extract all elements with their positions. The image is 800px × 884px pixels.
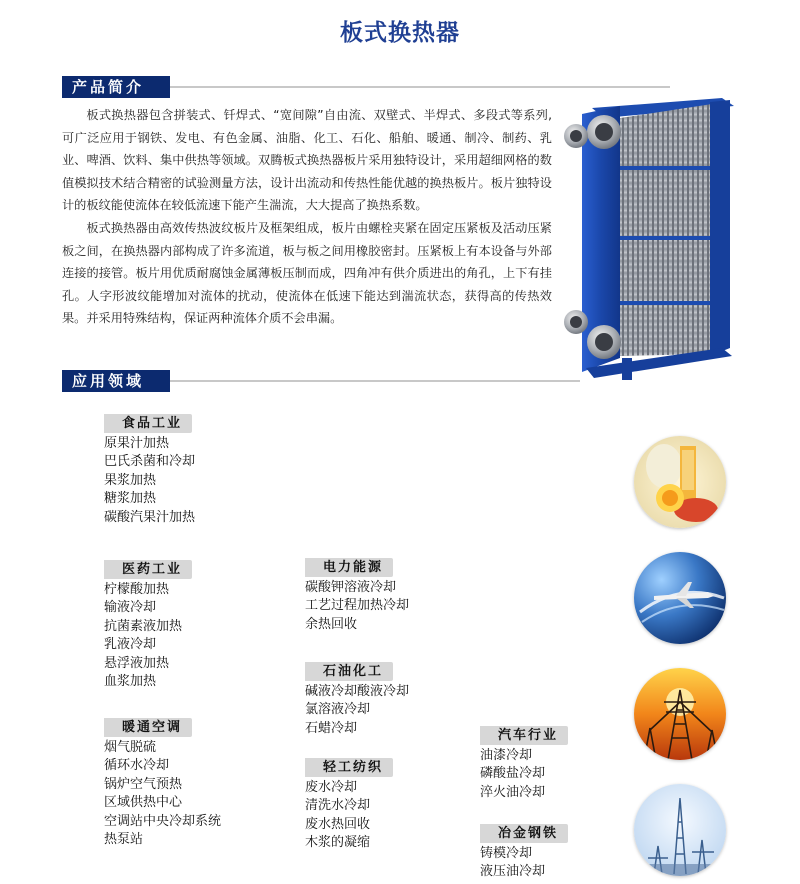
page-title: 板式换热器 bbox=[340, 20, 460, 46]
category-automotive bbox=[480, 724, 568, 802]
list-item: 铸模冷却 bbox=[480, 846, 533, 861]
applications-heading: 应用领域 bbox=[62, 370, 170, 392]
category-petrochemical bbox=[305, 660, 409, 738]
list-item: 乳液冷却 bbox=[104, 637, 157, 653]
list-item: 氯溶液冷却 bbox=[305, 702, 371, 718]
list-item: 液压油冷却 bbox=[480, 864, 546, 880]
list-item: 石蜡冷却 bbox=[305, 720, 358, 736]
category-textile bbox=[305, 756, 393, 853]
intro-heading-rule bbox=[170, 86, 670, 88]
category-label: 石油化工 bbox=[305, 662, 393, 681]
category-food bbox=[104, 412, 195, 527]
list-item: 碱液冷却酸液冷却 bbox=[305, 684, 410, 699]
list-item: 巴氏杀菌和冷却 bbox=[104, 454, 196, 470]
category-label: 医药工业 bbox=[104, 560, 192, 579]
list-item: 废水热回收 bbox=[305, 816, 371, 832]
food-circle-photo bbox=[634, 436, 726, 528]
category-label: 电力能源 bbox=[305, 558, 393, 577]
category-label: 轻工纺织 bbox=[305, 758, 393, 777]
list-item: 糖浆加热 bbox=[104, 491, 157, 507]
category-label: 食品工业 bbox=[104, 414, 192, 433]
list-item: 碳酸汽果汁加热 bbox=[104, 509, 196, 525]
list-item: 区域供热中心 bbox=[104, 795, 183, 811]
list-item: 抗菌素液加热 bbox=[104, 618, 183, 634]
list-item: 柠檬酸加热 bbox=[104, 582, 170, 597]
category-label: 冶金钢铁 bbox=[480, 824, 568, 843]
intro-paragraph-1: 板式换热器包含拼装式、钎焊式、“宽间隙”自由流、双壁式、半焊式、多段式等系列,可广泛应用于钢铁、发电、有色金属、油脂、化工、石化、船舶、暖通、制冷、制药、乳业、啤酒、饮料、集中供热等领域。双腾板式换热器板片采用独特设计，采用超细网格的数值模拟技术结合精密的试验测量方法，设计出流动和传热性能优越的换热板片。板片独特设计的板纹能使流体在较低流速下能产生湍流，大大提高了换热系数。 bbox=[62, 108, 552, 213]
category-label: 汽车行业 bbox=[480, 726, 568, 745]
list-item: 磷酸盐冷却 bbox=[480, 766, 546, 782]
intro-heading: 产品简介 bbox=[62, 76, 170, 98]
list-item: 余热回收 bbox=[305, 616, 358, 632]
category-label: 暖通空调 bbox=[104, 718, 192, 737]
list-item: 锅炉空气预热 bbox=[104, 776, 183, 792]
category-metallurgy bbox=[480, 822, 568, 882]
intro-paragraph-2: 板式换热器由高效传热波纹板片及框架组成，板片由螺栓夹紧在固定压紧板及活动压紧板之间，在换热器内部构成了许多流道，板与板之间用橡胶密封。压紧板上有本设备与外部连接的接管。板片用优质耐腐蚀金属薄板压制而成，四角冲有供介质进出的角孔，上下有挂孔。人字形波纹能增加对流体的扰动，使流体在低速下能达到湍流状态，获得高的传热效果。并采用特殊结构，保证两种流体介质不会串漏。 bbox=[62, 220, 552, 326]
category-power bbox=[305, 556, 409, 634]
list-item: 清洗水冷却 bbox=[305, 798, 371, 814]
plate-heat-exchanger-photo bbox=[562, 96, 740, 382]
power-tower-circle-photo bbox=[634, 668, 726, 760]
list-item: 工艺过程加热冷却 bbox=[305, 598, 410, 614]
list-item: 烟气脱硫 bbox=[104, 740, 157, 755]
list-item: 果浆加热 bbox=[104, 472, 157, 488]
category-hvac bbox=[104, 716, 221, 849]
list-item: 油漆冷却 bbox=[480, 748, 533, 763]
list-item: 循环水冷却 bbox=[104, 758, 170, 774]
list-item: 空调站中央冷却系统 bbox=[104, 813, 222, 829]
list-item: 淬火油冷却 bbox=[480, 784, 546, 800]
oil-rig-circle-photo bbox=[634, 784, 726, 876]
list-item: 输液冷却 bbox=[104, 600, 157, 616]
category-pharma bbox=[104, 558, 192, 691]
intro-text bbox=[62, 104, 552, 330]
list-item: 热泵站 bbox=[104, 832, 144, 848]
list-item: 血浆加热 bbox=[104, 674, 157, 690]
list-item: 木浆的凝缩 bbox=[305, 835, 371, 851]
list-item: 原果汁加热 bbox=[104, 436, 170, 451]
list-item: 废水冷却 bbox=[305, 780, 358, 795]
applications-heading-rule bbox=[170, 380, 580, 382]
list-item: 悬浮液加热 bbox=[104, 655, 170, 671]
list-item: 碳酸钾溶液冷却 bbox=[305, 580, 397, 595]
aviation-circle-photo bbox=[634, 552, 726, 644]
